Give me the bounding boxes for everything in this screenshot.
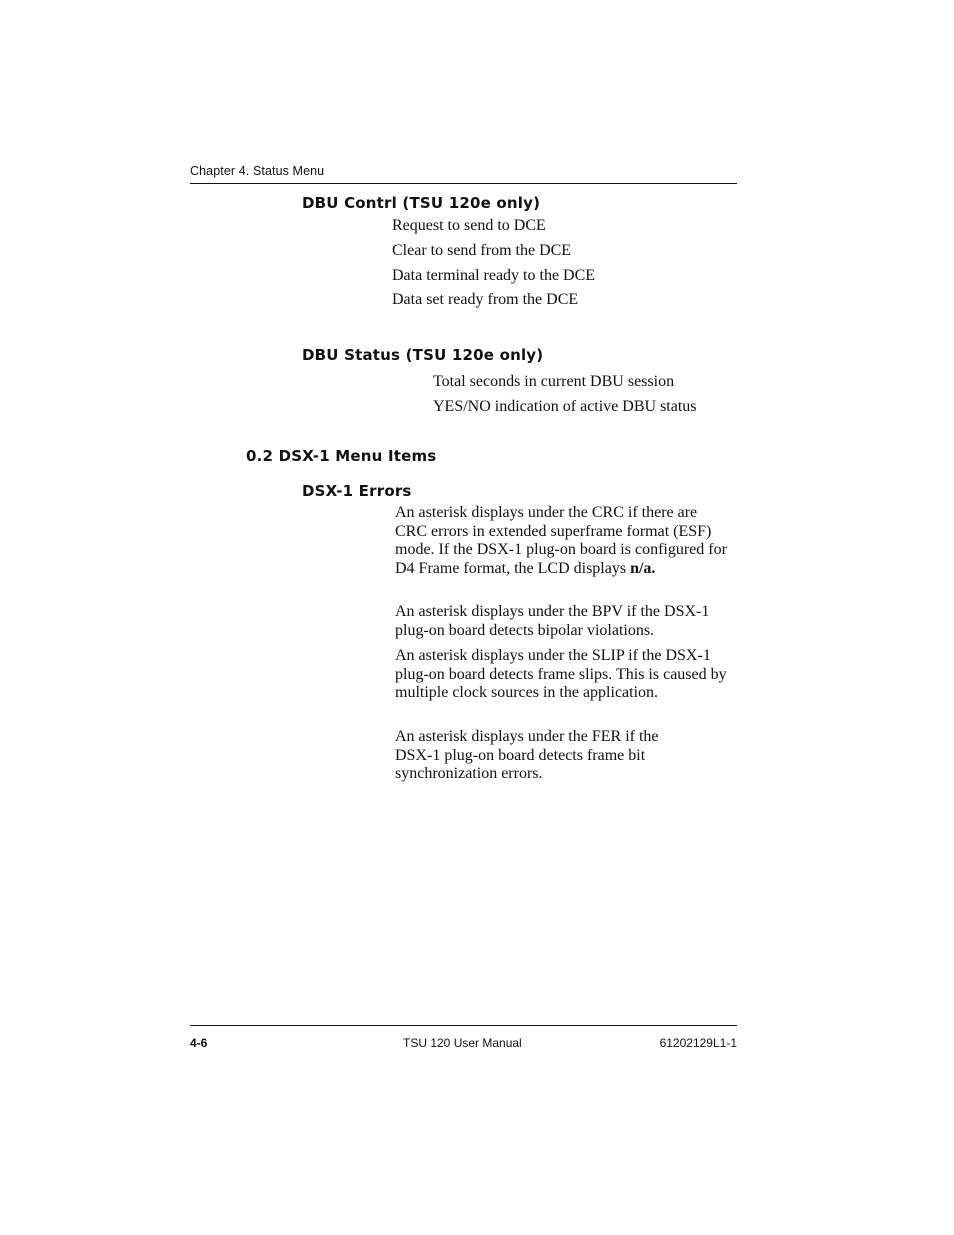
footer-rule xyxy=(190,1025,737,1026)
heading-dbu-contrl: DBU Contrl (TSU 120e only) xyxy=(302,194,541,212)
paragraph-crc xyxy=(395,504,727,579)
heading-dbu-status: DBU Status (TSU 120e only) xyxy=(302,346,544,364)
dbu-contrl-line-dsr: Data set ready from the DCE xyxy=(392,291,579,308)
paragraph-slip: An asterisk displays under the SLIP if the DSX-1 plug-on board detects frame slips. This is caused by multiple clock sources in the application. xyxy=(395,647,727,702)
footer-page-number: 4-6 xyxy=(190,1036,208,1050)
heading-dsx1-menu-items: 0.2 DSX-1 Menu Items xyxy=(246,447,437,465)
dbu-contrl-line-cts: Clear to send from the DCE xyxy=(392,242,572,259)
running-header: Chapter 4. Status Menu xyxy=(190,164,325,178)
paragraph-bpv: An asterisk displays under the BPV if the DSX-1 plug-on board detects bipolar violations. xyxy=(395,603,710,639)
dbu-status-line-seconds: Total seconds in current DBU session xyxy=(433,373,675,390)
dbu-contrl-line-rts: Request to send to DCE xyxy=(392,217,546,234)
footer-manual-title: TSU 120 User Manual xyxy=(403,1036,522,1050)
dbu-status-line-yesno: YES/NO indication of active DBU status xyxy=(433,398,697,415)
paragraph-crc-emphasis: n/a. xyxy=(630,560,656,578)
dbu-contrl-line-dtr: Data terminal ready to the DCE xyxy=(392,267,596,284)
paragraph-fer: An asterisk displays under the FER if the DSX-1 plug-on board detects frame bit synchronization errors. xyxy=(395,728,659,783)
paragraph-crc-text: An asterisk displays under the CRC if there are CRC errors in extended superframe format (ESF) mode. If the DSX-1 plug-on board is configured for D4 Frame format, the LCD displays xyxy=(395,504,727,578)
footer-document-number: 61202129L1-1 xyxy=(659,1036,737,1050)
heading-dsx1-errors: DSX-1 Errors xyxy=(302,482,412,500)
header-rule xyxy=(190,183,737,184)
